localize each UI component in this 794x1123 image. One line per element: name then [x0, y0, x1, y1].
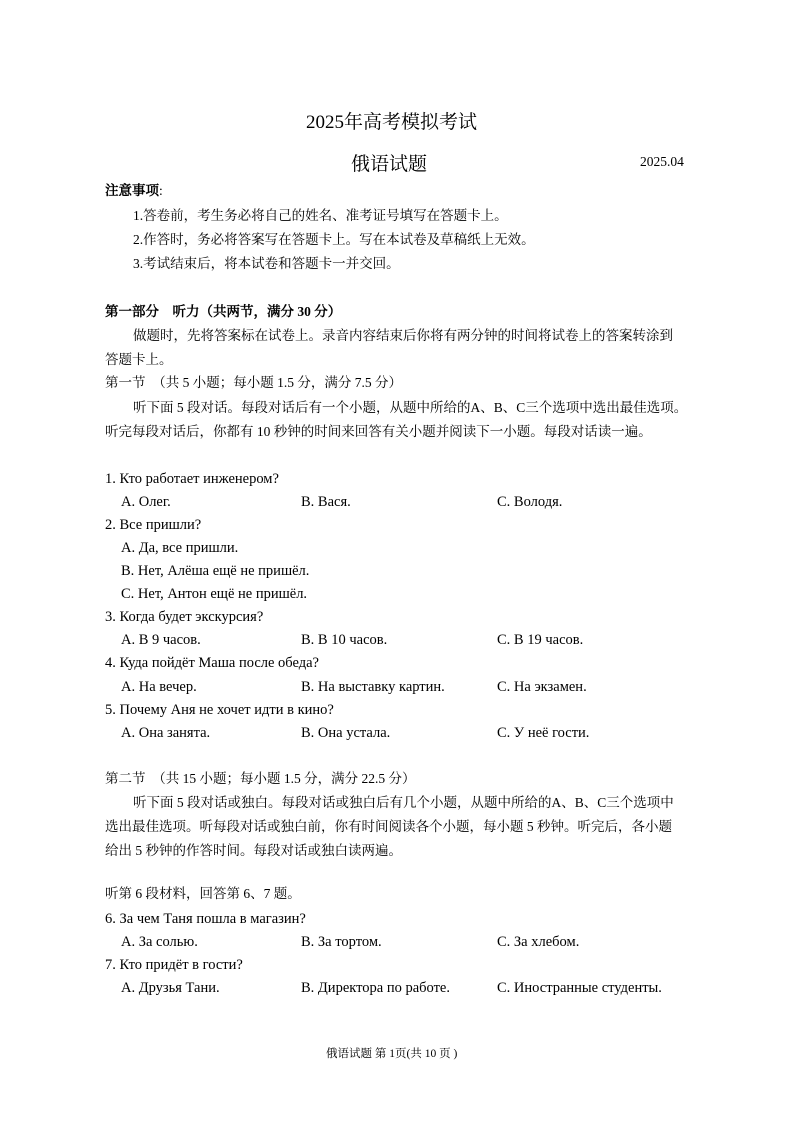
question-4-option-b: B. На выставку картин. [301, 679, 445, 695]
question-1-option-b: B. Вася. [301, 494, 351, 510]
note-item-2: 2.作答时，务必将答案写在答题卡上。写在本试卷及草稿纸上无效。 [133, 232, 535, 247]
question-1: 1. Кто работает инженером? [105, 471, 279, 487]
section2-heading: 第二节 （共 15 小题；每小题 1.5 分，满分 22.5 分） [105, 771, 416, 786]
notes-heading-line [105, 184, 163, 198]
part1-intro-line2: 答题卡上。 [105, 352, 173, 367]
notes-heading-colon: : [159, 183, 163, 198]
note-item-1: 1.答卷前，考生务必将自己的姓名、准考证号填写在答题卡上。 [133, 208, 508, 223]
question-3-option-b: B. В 10 часов. [301, 632, 388, 648]
question-7: 7. Кто придёт в гости? [105, 957, 243, 973]
question-6: 6. За чем Таня пошла в магазин? [105, 911, 306, 927]
notes-heading: 注意事项 [105, 183, 159, 198]
exam-main-title: 2025年高考模拟考试 [306, 112, 478, 133]
question-1-option-a: A. Олег. [121, 494, 171, 510]
question-4-option-a: A. На вечер. [121, 679, 197, 695]
question-3-option-a: A. В 9 часов. [121, 632, 201, 648]
question-5-option-a: A. Она занята. [121, 725, 211, 741]
question-6-option-b: B. За тортом. [301, 934, 382, 950]
part1-intro-line1: 做题时，先将答案标在试卷上。录音内容结束后你将有两分钟的时间将试卷上的答案转涂到 [133, 328, 673, 343]
question-6-option-a: A. За солью. [121, 934, 198, 950]
question-6-option-c: C. За хлебом. [497, 934, 580, 950]
section1-heading: 第一节 （共 5 小题；每小题 1.5 分，满分 7.5 分） [105, 375, 402, 390]
question-1-option-c: C. Володя. [497, 494, 563, 510]
subject-title: 俄语试题 [351, 154, 428, 175]
exam-date: 2025.04 [640, 154, 684, 169]
question-4: 4. Куда пойдёт Маша после обеда? [105, 655, 319, 671]
question-5: 5. Почему Аня не хочет идти в кино? [105, 702, 334, 718]
material-6-note: 听第 6 段材料，回答第 6、7 题。 [105, 886, 301, 901]
section2-instr-line3: 给出 5 秒钟的作答时间。每段对话或独白读两遍。 [105, 843, 402, 858]
section1-instr-line2: 听完每段对话后，你都有 10 秒钟的时间来回答有关小题并阅读下一小题。每段对话读一遍。 [105, 424, 652, 439]
question-2-option-b: B. Нет, Алёша ещё не пришёл. [121, 563, 310, 579]
question-3-option-c: C. В 19 часов. [497, 632, 584, 648]
question-4-option-c: C. На экзамен. [497, 679, 587, 695]
question-5-option-b: B. Она устала. [301, 725, 391, 741]
page-footer: 俄语试题 第 1页(共 10 页 ) [326, 1048, 458, 1060]
question-2-option-a: A. Да, все пришли. [121, 540, 239, 556]
question-2-option-c: C. Нет, Антон ещё не пришёл. [121, 586, 308, 602]
question-7-option-b: B. Директора по работе. [301, 980, 450, 996]
section1-instr-line1: 听下面 5 段对话。每段对话后有一个小题，从题中所给的A、B、C三个选项中选出最佳选项。 [133, 400, 688, 415]
question-5-option-c: C. У неё гости. [497, 725, 590, 741]
section2-instr-line2: 选出最佳选项。听每段对话或独白前，你有时间阅读各个小题，每小题 5 秒钟。听完后，各小题 [105, 819, 672, 834]
question-3: 3. Когда будет экскурсия? [105, 609, 264, 625]
question-7-option-a: A. Друзья Тани. [121, 980, 220, 996]
question-2: 2. Все пришли? [105, 517, 202, 533]
part1-heading: 第一部分 听力（共两节，满分 30 分） [105, 304, 342, 319]
note-item-3: 3.考试结束后，将本试卷和答题卡一并交回。 [133, 256, 400, 271]
question-7-option-c: C. Иностранные студенты. [497, 980, 662, 996]
section2-instr-line1: 听下面 5 段对话或独白。每段对话或独白后有几个小题，从题中所给的A、B、C三个选项中 [133, 795, 674, 810]
